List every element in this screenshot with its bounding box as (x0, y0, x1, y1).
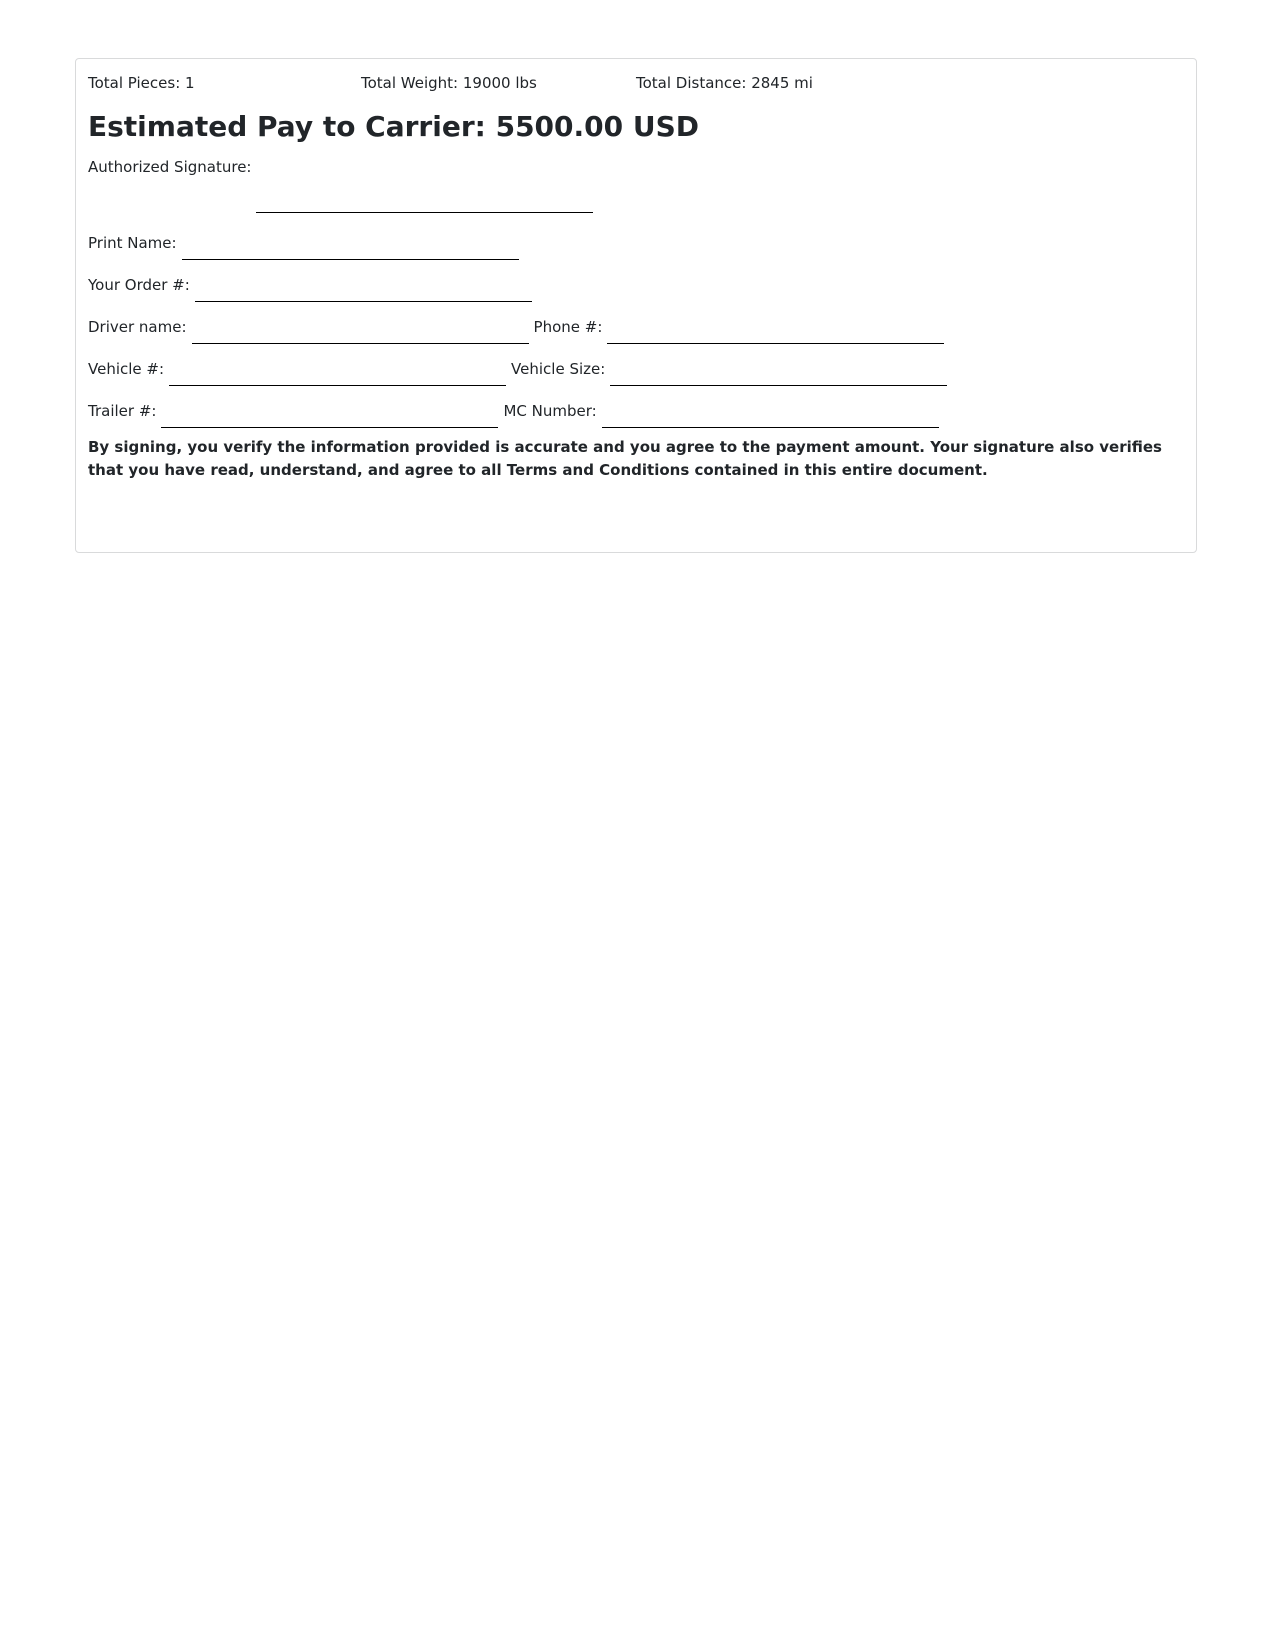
vehicle-size-label: Vehicle Size: (511, 360, 606, 378)
print-name-label: Print Name: (88, 234, 177, 252)
print-name-row (88, 232, 519, 254)
order-number-row (88, 274, 532, 296)
authorized-signature-line[interactable] (256, 212, 593, 213)
driver-name-line[interactable] (192, 322, 529, 344)
order-number-label: Your Order #: (88, 276, 190, 294)
trailer-number-line[interactable] (161, 406, 498, 428)
mc-number-label: MC Number: (503, 402, 597, 420)
vehicle-number-line[interactable] (169, 364, 506, 386)
total-distance: Total Distance: 2845 mi (636, 74, 813, 92)
total-weight: Total Weight: 19000 lbs (361, 74, 537, 92)
vehicle-size-line[interactable] (610, 364, 947, 386)
vehicle-row (88, 358, 947, 380)
driver-phone-row (88, 316, 944, 338)
driver-name-label: Driver name: (88, 318, 187, 336)
totals-row (76, 72, 1196, 94)
order-number-line[interactable] (195, 280, 532, 302)
phone-line[interactable] (607, 322, 944, 344)
print-name-line[interactable] (182, 238, 519, 260)
trailer-mc-row (88, 400, 939, 422)
total-pieces: Total Pieces: 1 (88, 74, 195, 92)
estimated-pay-heading: Estimated Pay to Carrier: 5500.00 USD (88, 110, 700, 143)
authorized-signature-label: Authorized Signature: (88, 158, 252, 176)
signing-disclaimer: By signing, you verify the information provided is accurate and you agree to the payment amount. Your signature also verifies that you have read, understand, and agree to all Terms and Conditions contained in this entire document. (88, 438, 1162, 479)
carrier-confirmation-card (75, 58, 1197, 553)
trailer-number-label: Trailer #: (88, 402, 157, 420)
phone-label: Phone #: (533, 318, 603, 336)
mc-number-line[interactable] (602, 406, 939, 428)
vehicle-number-label: Vehicle #: (88, 360, 165, 378)
